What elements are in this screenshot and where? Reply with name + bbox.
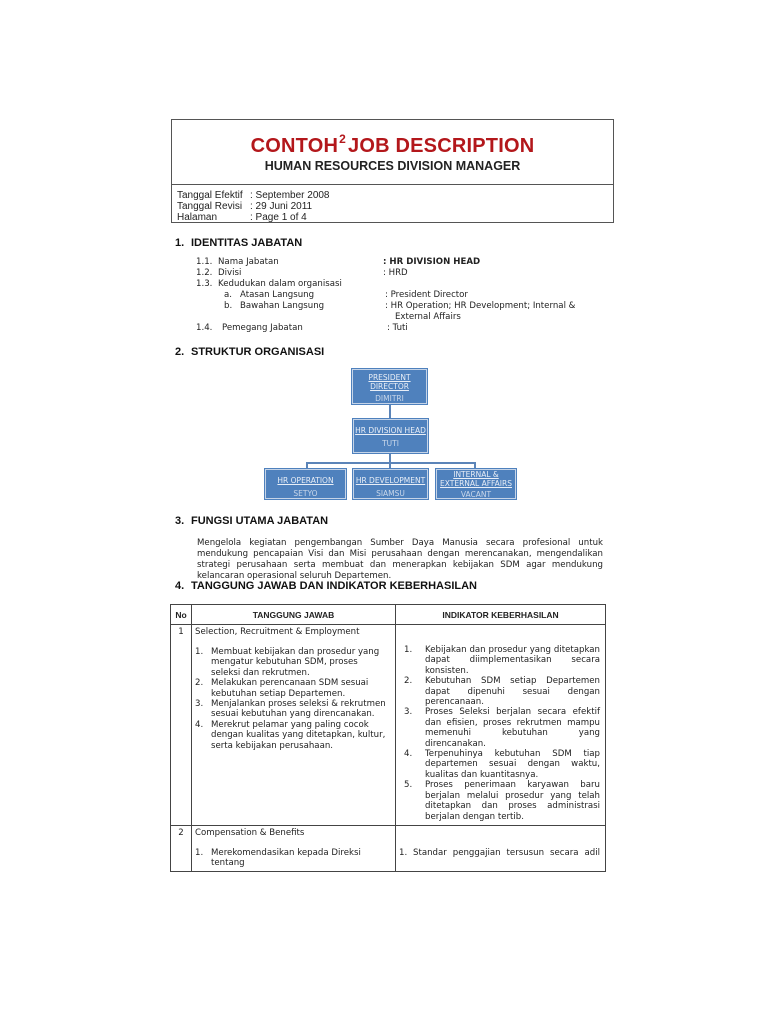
org-box-president-director: PRESIDENT DIRECTOR DIMITRI: [352, 369, 427, 404]
title-superscript: 2: [339, 132, 346, 146]
row-number: 1: [171, 625, 192, 826]
list-item: 1. Merekomendasikan kepada Direksi tentang: [195, 847, 361, 869]
list-item: 2. Kebutuhan SDM setiap Departemen dapat dipenuhi sesuai dengan perencanaan.: [404, 676, 600, 708]
responsibility-list: [195, 848, 389, 869]
org-box-hr-division-head: HR DIVISION HEAD TUTI: [353, 419, 428, 453]
header-indicator: INDIKATOR KEBERHASILAN: [396, 605, 606, 625]
indicator-list: [399, 848, 600, 858]
table-header-row: [171, 605, 606, 625]
identity-value-bawahan-cont: External Affairs: [395, 312, 461, 322]
list-item: 3. Menjalankan proses seleksi & rekrutmen sesuai kebutuhan yang direncanakan.: [195, 699, 386, 720]
meta-page: Halaman : Page 1 of 4: [177, 212, 307, 223]
identity-value-bawahan: : HR Operation; HR Development; Internal &: [385, 301, 576, 311]
identity-row-pemegang: 1.4. Pemegang Jabatan: [196, 323, 303, 333]
table-row: [171, 625, 606, 826]
indicator-cell: [396, 625, 606, 826]
org-connector: [389, 403, 391, 419]
list-item: 4. Terpenuhinya kebutuhan SDM tiap departemen sesuai dengan waktu, kualitas dan kuantitasnya.: [404, 749, 600, 780]
responsibility-category: Compensation & Benefits: [195, 827, 305, 838]
section-2-title: 2. STRUKTUR ORGANISASI: [175, 346, 325, 358]
list-item: 2. Melakukan perencanaan SDM sesuai kebutuhan setiap Departemen.: [195, 678, 369, 699]
header-responsibility: TANGGUNG JAWAB: [192, 605, 396, 625]
identity-row-atasan: a. Atasan Langsung: [224, 290, 315, 300]
list-item: 1. Standar penggajian tersusun secara adil: [399, 847, 600, 858]
responsibility-category: Selection, Recruitment & Employment: [195, 627, 360, 637]
section-3-title: 3. FUNGSI UTAMA JABATAN: [175, 515, 329, 527]
identity-row-divisi: 1.2. Divisi: [196, 268, 242, 278]
responsibility-cell: [192, 825, 396, 871]
document-header: [171, 119, 614, 223]
responsibility-list: [195, 647, 389, 751]
identity-value-pemegang: : Tuti: [387, 323, 408, 333]
identity-value-divisi: : HRD: [383, 268, 408, 278]
responsibility-table: [170, 604, 606, 872]
identity-row-bawahan: b. Bawahan Langsung: [224, 301, 325, 311]
section-1-title: 1. IDENTITAS JABATAN: [175, 237, 303, 249]
responsibility-cell: [192, 625, 396, 826]
document-title: CONTOH$^2$ JOB DESCRIPTION: [250, 132, 535, 157]
list-item: 3. Proses Seleksi berjalan secara efektif dan efisien, proses rekrutmen mampu memenuhi kebutuhan yang direncanakan.: [404, 707, 600, 749]
identity-row-kedudukan: 1.3. Kedudukan dalam organisasi: [196, 279, 342, 289]
document-subtitle: HUMAN RESOURCES DIVISION MANAGER: [264, 159, 521, 173]
identity-row-nama-jabatan: 1.1. Nama Jabatan: [196, 257, 279, 267]
main-function-paragraph: Mengelola kegiatan pengembangan Sumber Daya Manusia secara profesional untuk mendukung pencapaian Visi dan Misi perusahaan dengan merencanakan, mengendalikan strategi perusahaan serta membuat dan menerapkan kebijakan SDM agar mendukung kelancaran operasional seluruh Departemen.: [197, 538, 603, 581]
section-4-title: 4. TANGGUNG JAWAB DAN INDIKATOR KEBERHASILAN: [175, 580, 478, 592]
org-box-hr-operation: HR OPERATION SETYO: [265, 469, 346, 499]
meta-effective-date: Tanggal Efektif : September 2008: [177, 190, 330, 201]
identity-value-nama-jabatan: : HR DIVISION HEAD: [383, 257, 481, 267]
table-row: [171, 825, 606, 871]
meta-revision-date: Tanggal Revisi : 29 Juni 2011: [177, 201, 313, 212]
list-item: 5. Proses penerimaan karyawan baru berjalan melalui prosedur yang telah ditetapkan dan proses administrasi berjalan dengan tertib.: [404, 780, 600, 822]
identity-value-atasan: : President Director: [385, 290, 468, 300]
list-item: 4. Merekrut pelamar yang paling cocok dengan kualitas yang ditetapkan, kultur, serta kebijakan perusahaan.: [195, 719, 386, 751]
org-box-hr-development: HR DEVELOPMENT SIAMSU: [353, 469, 428, 499]
header-no: No: [171, 605, 192, 625]
list-item: 1. Membuat kebijakan dan prosedur yang mengatur kebutuhan SDM, proses seleksi dan rekrutmen.: [195, 647, 380, 678]
indicator-cell: [396, 825, 606, 871]
header-divider: [172, 184, 613, 185]
list-item: 1. Kebijakan dan prosedur yang ditetapkan dapat diimplementasikan secara konsisten.: [404, 645, 600, 676]
org-box-internal-external-affairs: INTERNAL & EXTERNAL AFFAIRS VACANT: [436, 469, 516, 499]
indicator-list: [404, 645, 600, 822]
row-number: 2: [171, 825, 192, 871]
